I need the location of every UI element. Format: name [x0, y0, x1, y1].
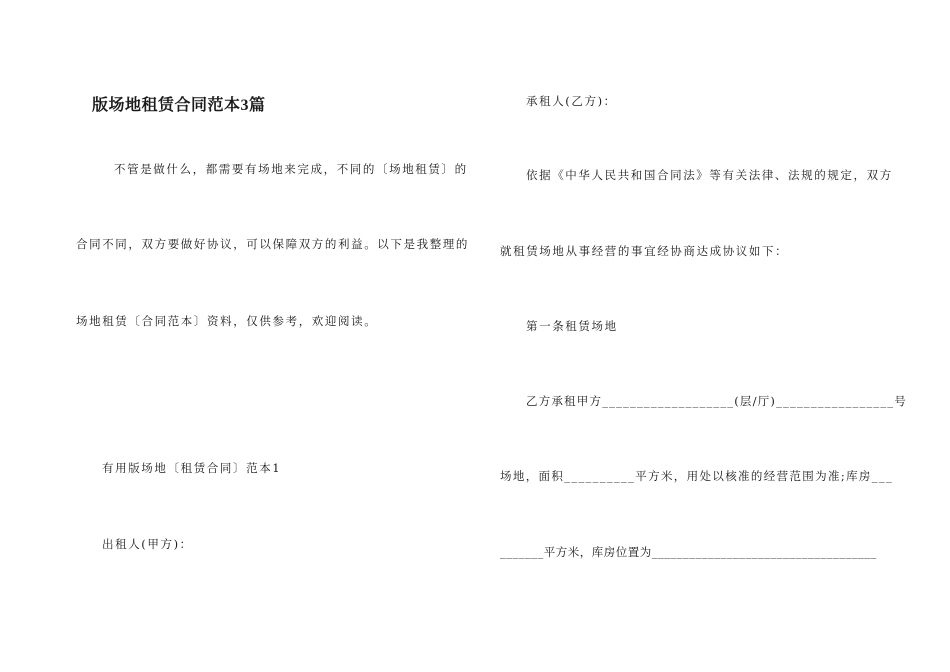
lessor-label: 出租人(甲方)：: [102, 537, 193, 551]
lessee-label: 承租人(乙方)：: [526, 94, 617, 108]
left-column: [76, 0, 469, 672]
article-1-heading: 第一条租赁场地: [526, 319, 618, 333]
right-column: [500, 0, 907, 672]
para-line-2: 就租赁场地从事经营的事宜经协商达成协议如下：: [500, 244, 789, 258]
article-1-line-3: _______平方米，库房位置为____________________________________: [500, 545, 877, 559]
article-1-line-1: 乙方承租甲方___________________(层/厅)_________________号: [526, 394, 907, 408]
article-1-line-2: 场地，面积__________平方米，用处以核准的经营范围为准;库房___: [500, 469, 894, 483]
intro-line-2: 合同不同，双方要做好协议，可以保障双方的利益。以下是我整理的: [76, 237, 469, 251]
para-line-1: 依据《中华人民共和国合同法》等有关法律、法规的规定，双方: [526, 168, 893, 182]
intro-line-1: 不管是做什么，都需要有场地来完成，不同的〔场地租赁〕的: [114, 162, 468, 176]
document-title: 版场地租赁合同范本3篇: [92, 97, 266, 114]
section-heading: 有用版场地〔租赁合同〕范本1: [102, 461, 282, 475]
intro-line-3: 场地租赁〔合同范本〕资料，仅供参考，欢迎阅读。: [76, 314, 378, 328]
